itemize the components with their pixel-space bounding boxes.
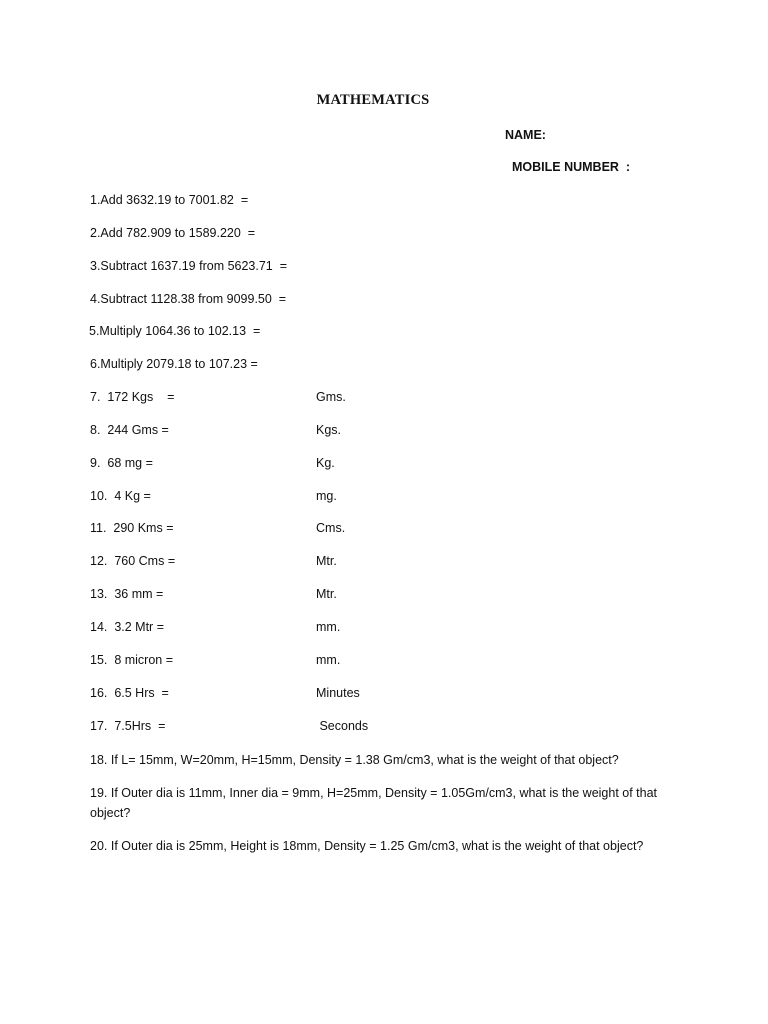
question-3: 3.Subtract 1637.19 from 5623.71 =: [90, 259, 288, 273]
question-6: 6.Multiply 2079.18 to 107.23 =: [90, 357, 258, 371]
question-2: 2.Add 782.909 to 1589.220 =: [90, 226, 256, 240]
conversion-11: 11. 290 Kms =: [90, 521, 174, 535]
problem-20: 20. If Outer dia is 25mm, Height is 18mm, Density = 1.25 Gm/cm3, what is the weight of that object?: [90, 839, 644, 853]
conversion-15: 15. 8 micron =: [90, 653, 174, 667]
page-title: MATHEMATICS: [316, 92, 430, 108]
conversion-12: 12. 760 Cms =: [90, 554, 176, 568]
problem-18: 18. If L= 15mm, W=20mm, H=15mm, Density = 1.38 Gm/cm3, what is the weight of that object?: [90, 753, 619, 767]
problem-19: 19. If Outer dia is 11mm, Inner dia = 9mm, H=25mm, Density = 1.05Gm/cm3, what is the weight of that object?: [90, 786, 658, 820]
conversion-14: 14. 3.2 Mtr =: [90, 620, 164, 634]
question-4: 4.Subtract 1128.38 from 9099.50 =: [90, 292, 287, 306]
conversion-8-unit: Kgs.: [316, 423, 342, 437]
mobile-number-label: MOBILE NUMBER :: [512, 160, 631, 174]
conversion-9: 9. 68 mg =: [90, 456, 153, 470]
conversion-14-unit: mm.: [316, 620, 341, 634]
question-5: 5.Multiply 1064.36 to 102.13 =: [89, 324, 261, 338]
conversion-7-unit: Gms.: [316, 390, 346, 404]
conversion-12-unit: Mtr.: [316, 554, 337, 568]
conversion-10: 10. 4 Kg =: [90, 489, 151, 503]
conversion-16: 16. 6.5 Hrs =: [90, 686, 169, 700]
conversion-7: 7. 172 Kgs =: [90, 390, 175, 404]
conversion-8: 8. 244 Gms =: [90, 423, 169, 437]
conversion-13: 13. 36 mm =: [90, 587, 164, 601]
name-label: NAME:: [505, 128, 546, 142]
conversion-15-unit: mm.: [316, 653, 341, 667]
conversion-16-unit: Minutes: [316, 686, 360, 700]
conversion-17-unit: Seconds: [316, 719, 369, 733]
conversion-10-unit: mg.: [316, 489, 337, 503]
conversion-11-unit: Cms.: [316, 521, 346, 535]
conversion-9-unit: Kg.: [316, 456, 335, 470]
conversion-13-unit: Mtr.: [316, 587, 337, 601]
conversion-17: 17. 7.5Hrs =: [90, 719, 166, 733]
question-1: 1.Add 3632.19 to 7001.82 =: [90, 193, 249, 207]
